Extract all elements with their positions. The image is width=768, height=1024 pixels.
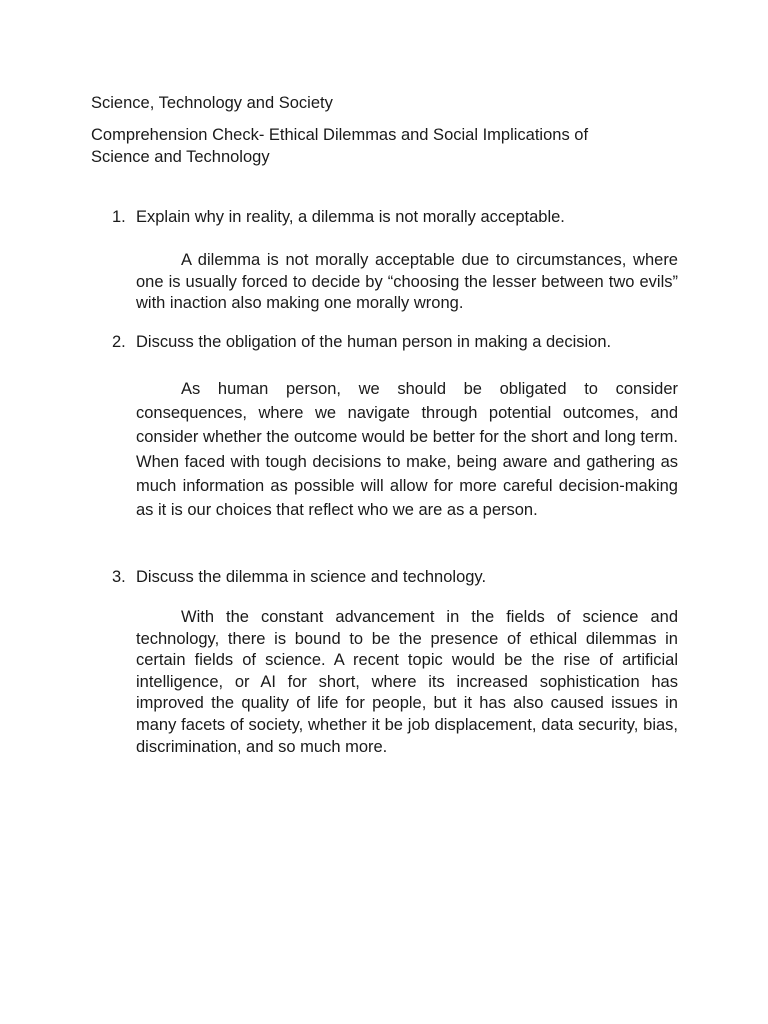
question-prompt: Explain why in reality, a dilemma is not morally acceptable. [136,208,565,226]
answer-paragraph: With the constant advancement in the fields of science and technology, there is bound to be the presence of ethical dilemmas in certain fields of science. A recent topic would be the rise of artificial intelligence, or AI for short, where its increased sophistication has improved the quality of life for people, but it has also caused issues in many facets of society, whether it be job displacement, data security, bias, discrimination, and so much more. [136,608,678,756]
answer-paragraph: A dilemma is not morally acceptable due to circumstances, where one is usually forced to decide by “choosing the lesser between two evils” with inaction also making one morally wrong. [136,251,678,312]
document-subtitle: Comprehension Check- Ethical Dilemmas and Social Implications of Science and Technology [91,126,589,166]
answer-paragraph: As human person, we should be obligated to consider consequences, where we navigate through potential outcomes, and consider whether the outcome would be better for the short and long term. When faced with tough decisions to make, being aware and gathering as much information as possible will allow for more careful decision-making as it is our choices that reflect who we are as a person. [136,380,678,520]
question-number: 3. [112,568,126,586]
question-prompt: Discuss the dilemma in science and technology. [136,568,487,586]
course-title: Science, Technology and Society [91,94,333,112]
question-prompt: Discuss the obligation of the human person in making a decision. [136,333,612,351]
question-number: 1. [112,208,126,226]
question-number: 2. [112,333,126,351]
